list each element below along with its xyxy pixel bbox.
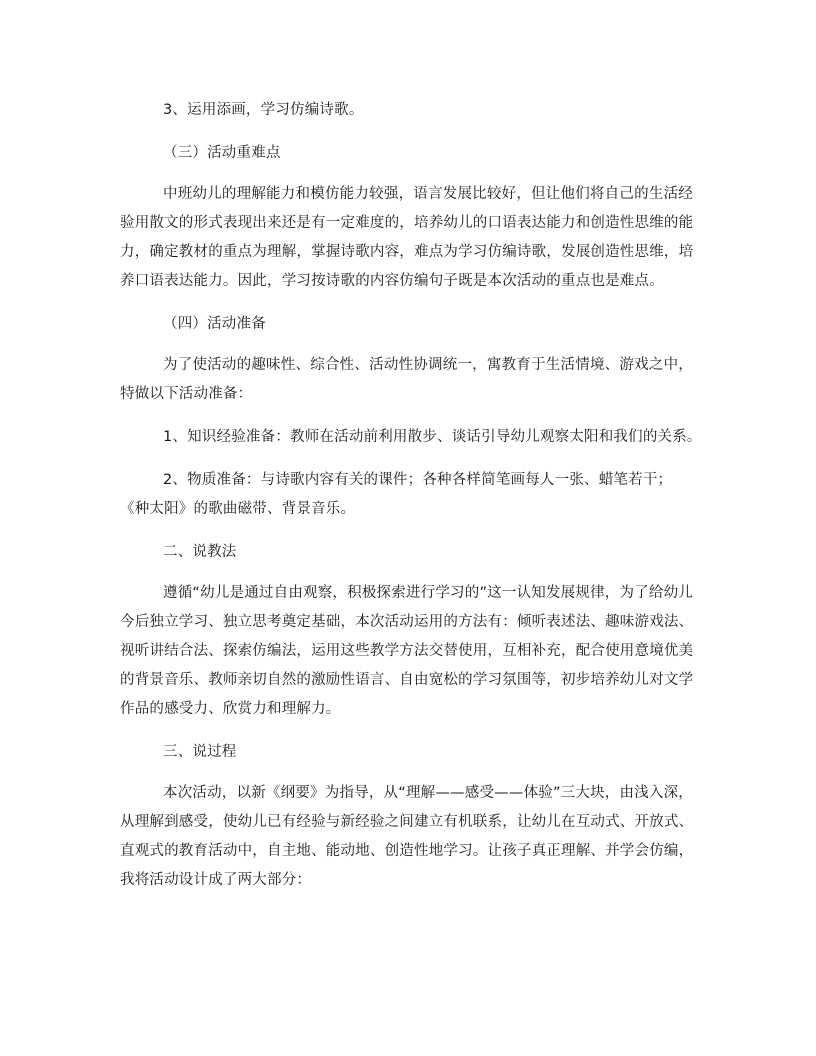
preparation-item-2: 2、物质准备：与诗歌内容有关的课件；各种各样简笔画每人一张、蜡笔若干；: [163, 472, 673, 488]
paragraph-line: 今后独立学习、独立思考奠定基础，本次活动运用的方法有：倾听表述法、趣味游戏法、: [120, 614, 694, 630]
paragraph-line: 力，确定教材的重点为理解，掌握诗歌内容，难点为学习仿编诗歌，发展创造性思维，培: [120, 244, 694, 260]
section-heading-process: 三、说过程: [163, 744, 237, 760]
paragraph-line: 遵循“幼儿是通过自由观察，积极探索进行学习的”这一认知发展规律，为了给幼儿: [163, 585, 693, 601]
list-item-3: 3、运用添画，学习仿编诗歌。: [163, 102, 364, 118]
paragraph-line: 本次活动，以新《纲要》为指导，从“理解——感受——体验”三大块，由浅入深，: [163, 785, 693, 801]
paragraph-line: 直观式的教育活动中，自主地、能动地、创造性地学习。让孩子真正理解、并学会仿编，: [120, 843, 694, 859]
paragraph-line: 作品的感受力、欣赏力和理解力。: [120, 701, 341, 717]
paragraph-line: 特做以下活动准备：: [120, 386, 253, 402]
paragraph-line: 我将活动设计成了两大部分：: [120, 872, 312, 888]
preparation-item-1: 1、知识经验准备：教师在活动前利用散步、谈话引导幼儿观察太阳和我们的关系。: [163, 429, 702, 445]
paragraph-line: 视听讲结合法、探索仿编法，运用这些教学方法交替使用，互相补充，配合使用意境优美: [120, 643, 694, 659]
paragraph-line: 中班幼儿的理解能力和模仿能力较强，语言发展比较好，但让他们将自己的生活经: [163, 186, 693, 202]
paragraph-line: 的背景音乐、教师亲切自然的激励性语言、自由宽松的学习氛围等，初步培养幼儿对文学: [120, 672, 694, 688]
paragraph-line: 验用散文的形式表现出来还是有一定难度的，培养幼儿的口语表达能力和创造性思维的能: [120, 215, 694, 231]
section-heading-preparation: （四）活动准备: [163, 316, 266, 332]
paragraph-line: 养口语表达能力。因此，学习按诗歌的内容仿编句子既是本次活动的重点也是难点。: [120, 273, 664, 289]
paragraph-line: 从理解到感受，使幼儿已有经验与新经验之间建立有机联系，让幼儿在互动式、开放式、: [120, 814, 694, 830]
paragraph-line: 为了使活动的趣味性、综合性、活动性协调统一，寓教育于生活情境、游戏之中，: [163, 357, 693, 373]
section-heading-method: 二、说教法: [163, 544, 237, 560]
section-heading-difficulty: （三）活动重难点: [163, 145, 281, 161]
paragraph-line: 《种太阳》的歌曲磁带、背景音乐。: [120, 501, 356, 517]
